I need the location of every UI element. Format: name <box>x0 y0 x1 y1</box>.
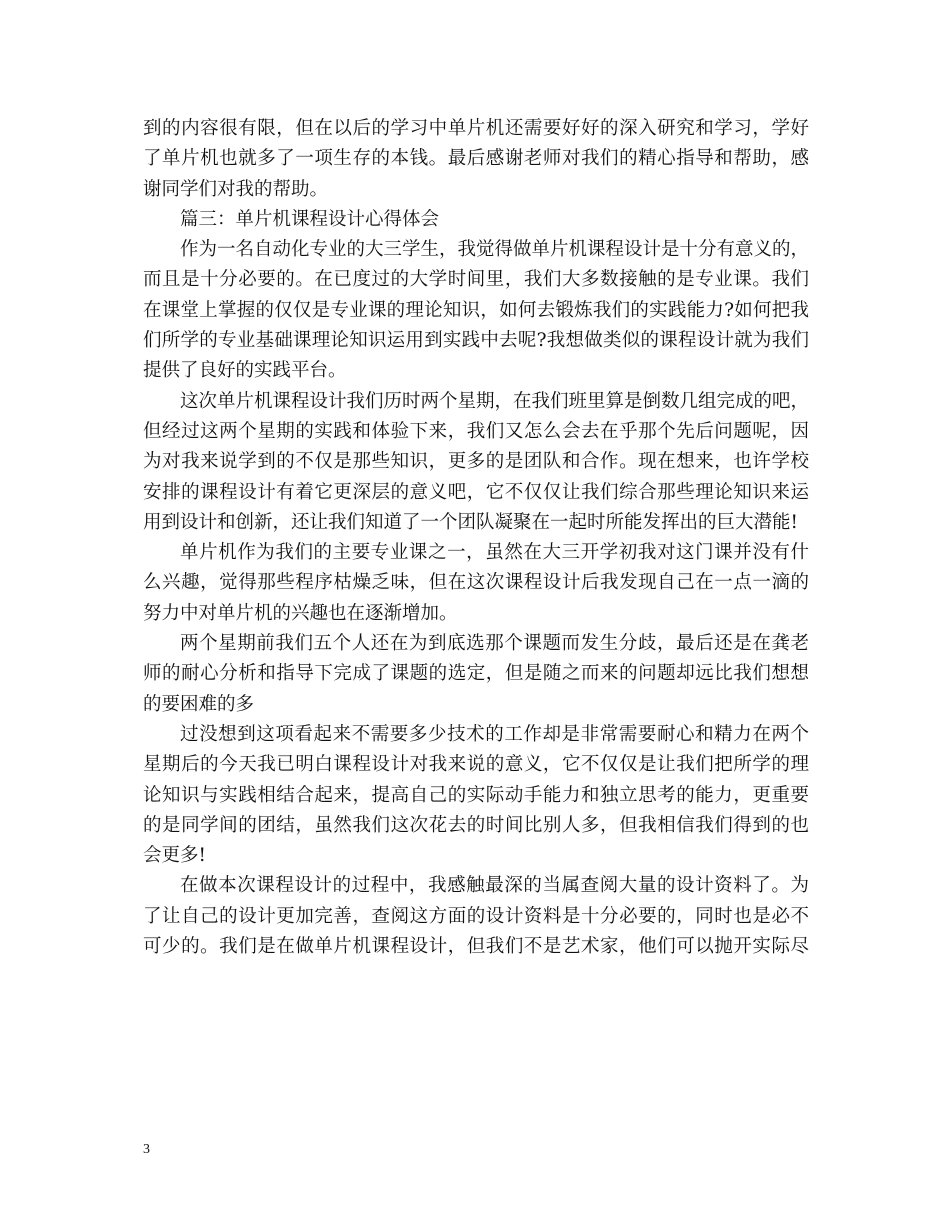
text-line: 安排的课程设计有着它更深层的意义吧，它不仅仅让我们综合那些理论知识来运 <box>143 481 809 503</box>
paragraph-3 <box>143 235 809 386</box>
text-line: 师的耐心分析和指导下完成了课题的选定，但是随之而来的问题却远比我们想想 <box>143 663 809 685</box>
text-line: 到的内容很有限，但在以后的学习中单片机还需要好好的深入研究和学习，学好 <box>143 118 809 139</box>
text-line: 但经过这两个星期的实践和体验下来，我们又怎么会去在乎那个先后问题呢，因 <box>143 420 809 442</box>
text-line: 谢同学们对我的帮助。 <box>143 178 329 200</box>
text-line: 这次单片机课程设计我们历时两个星期，在我们班里算是倒数几组完成的吧， <box>180 390 810 412</box>
paragraph-6 <box>143 629 809 720</box>
paragraph-1 <box>143 114 809 205</box>
text-line: 努力中对单片机的兴趣也在逐渐增加。 <box>143 602 458 624</box>
page-number: 3 <box>143 1142 150 1157</box>
text-line: 了单片机也就多了一项生存的本钱。最后感谢老师对我们的精心指导和帮助，感 <box>143 148 809 170</box>
text-line: 论知识与实践相结合起来，提高自己的实际动手能力和独立思考的能力，更重要 <box>143 784 809 806</box>
section-title: 篇三：单片机课程设计心得体会 <box>180 208 440 230</box>
text-line: 用到设计和创新，还让我们知道了一个团队凝聚在一起时所能发挥出的巨大潜能! <box>143 511 798 533</box>
text-line: 提供了良好的实践平台。 <box>143 360 347 382</box>
text-line: 么兴趣，觉得那些程序枯燥乏味，但在这次课程设计后我发现自己在一点一滴的 <box>143 572 809 594</box>
text-line: 的要困难的多 <box>143 693 255 715</box>
paragraph-8 <box>143 871 809 962</box>
paragraph-4 <box>143 387 809 538</box>
text-line: 而且是十分必要的。在已度过的大学时间里，我们大多数接触的是专业课。我们 <box>143 269 809 291</box>
text-line: 在课堂上掌握的仅仅是专业课的理论知识，如何去锻炼我们的实践能力?如何把我 <box>143 299 809 321</box>
text-line: 作为一名自动化专业的大三学生，我觉得做单片机课程设计是十分有意义的， <box>180 239 810 261</box>
text-line: 可少的。我们是在做单片机课程设计，但我们不是艺术家，他们可以抛开实际尽 <box>143 936 809 958</box>
text-line: 们所学的专业基础课理论知识运用到实践中去呢?我想做类似的课程设计就为我们 <box>143 330 809 352</box>
section-heading <box>143 205 809 235</box>
text-line: 过没想到这项看起来不需要多少技术的工作却是非常需要耐心和精力在两个 <box>180 723 809 745</box>
text-line: 的是同学间的团结，虽然我们这次花去的时间比别人多，但我相信我们得到的也 <box>143 814 809 836</box>
text-line: 两个星期前我们五个人还在为到底选那个课题而发生分歧，最后还是在龚老 <box>180 633 809 655</box>
text-line: 为对我来说学到的不仅是那些知识，更多的是团队和合作。现在想来，也许学校 <box>143 451 809 473</box>
text-line: 星期后的今天我已明白课程设计对我来说的意义，它不仅仅是让我们把所学的理 <box>143 754 809 776</box>
text-line: 在做本次课程设计的过程中，我感触最深的当属查阅大量的设计资料了。为 <box>180 875 809 897</box>
document-body <box>143 114 809 962</box>
text-line: 了让自己的设计更加完善，查阅这方面的设计资料是十分必要的，同时也是必不 <box>143 905 809 927</box>
text-line: 单片机作为我们的主要专业课之一，虽然在大三开学初我对这门课并没有什 <box>180 542 809 564</box>
paragraph-7 <box>143 720 809 871</box>
text-line: 会更多! <box>143 845 206 867</box>
paragraph-5 <box>143 538 809 629</box>
